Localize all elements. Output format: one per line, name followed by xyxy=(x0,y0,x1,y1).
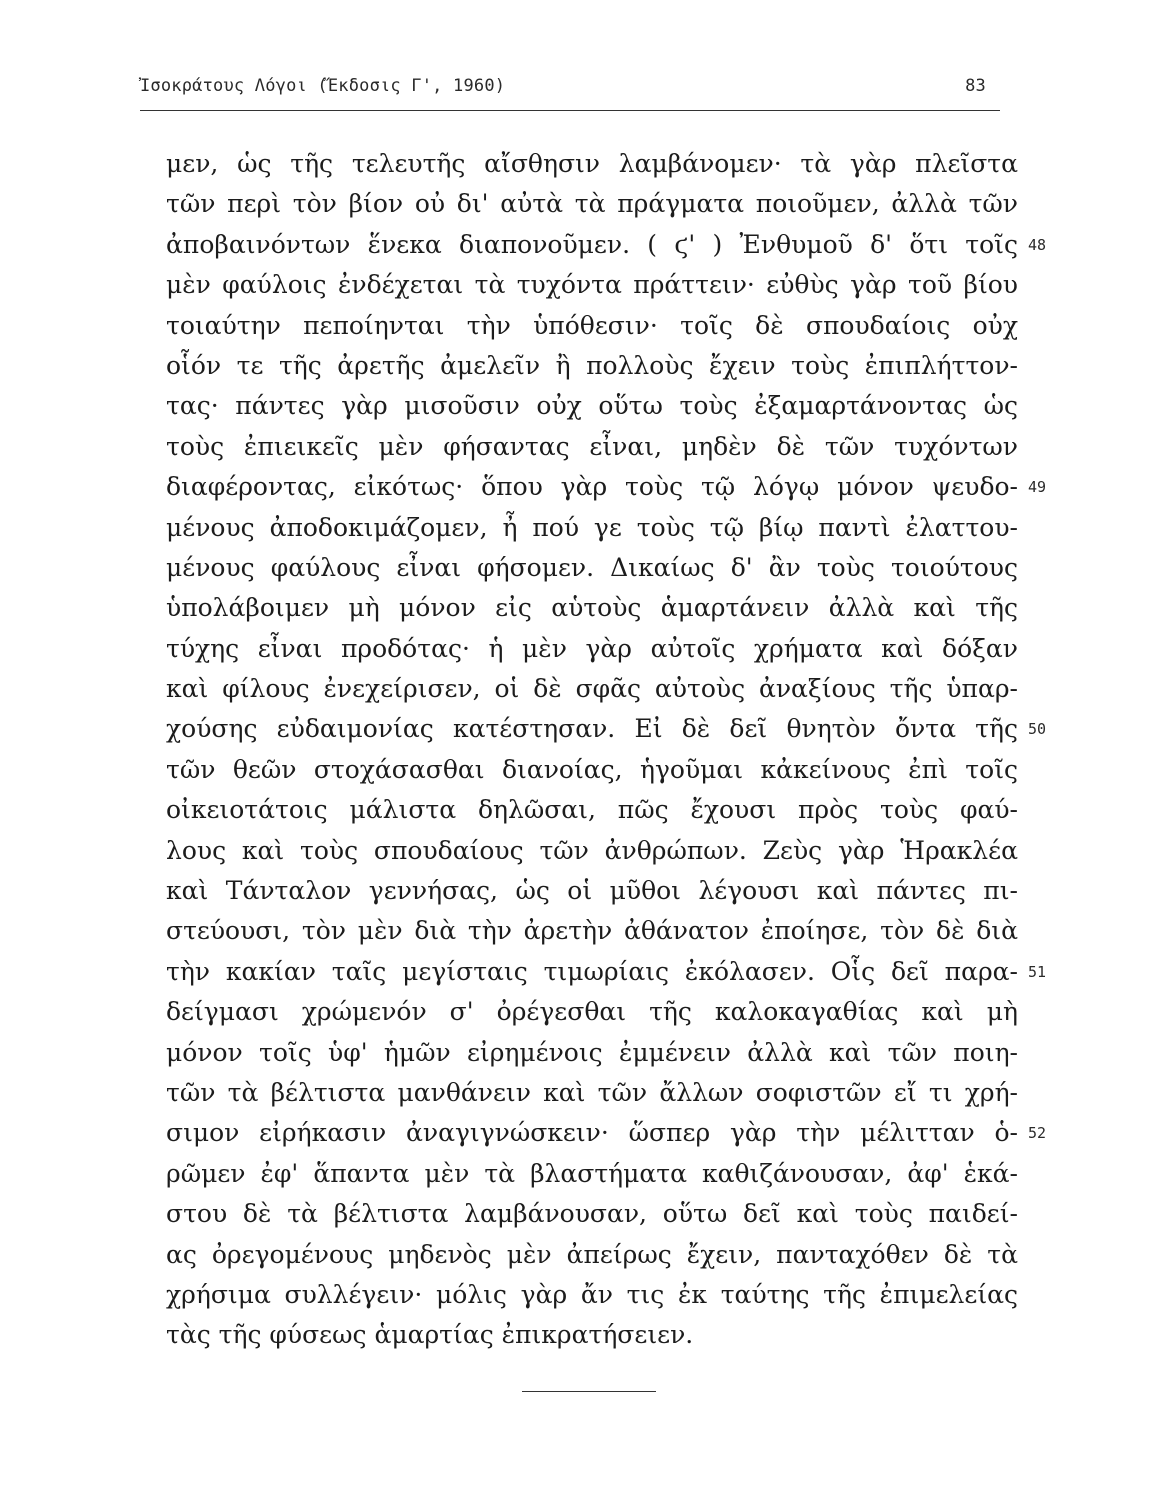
line-text: μένους φαύλους εἶναι φήσομεν. Δικαίως δ' ἂν τοὺς τοιούτους xyxy=(166,552,1018,582)
text-line xyxy=(166,386,1018,426)
line-text: σιμον εἰρήκασιν ἀναγιγνώσκειν· ὥσπερ γὰρ τὴν μέλιτταν ὁ- xyxy=(166,1118,1018,1148)
line-text: τὰς τῆς φύσεως ἁμαρτίας ἐπικρατήσειεν. xyxy=(166,1320,694,1350)
line-text: στεύουσι, τὸν μὲν διὰ τὴν ἀρετὴν ἀθάνατον ἐποίησε, τὸν δὲ διὰ xyxy=(166,916,1018,946)
header-rule xyxy=(140,110,1000,111)
text-line xyxy=(166,508,1018,548)
line-text: τὴν κακίαν ταῖς μεγίσταις τιμωρίαις ἐκόλασεν. Οἷς δεῖ παρα- xyxy=(166,956,1018,986)
line-text: μόνον τοῖς ὑφ' ἡμῶν εἰρημένοις ἐμμένειν ἀλλὰ καὶ τῶν ποιη- xyxy=(166,1037,1018,1067)
section-number: 49 xyxy=(1028,478,1047,497)
line-text: τοὺς ἐπιεικεῖς μὲν φήσαντας εἶναι, μηδὲν δὲ τῶν τυχόντων xyxy=(166,431,1018,461)
text-line xyxy=(166,911,1018,951)
text-line xyxy=(166,1113,1047,1153)
line-text: ἀποβαινόντων ἕνεκα διαπονοῦμεν. ( ϛ' ) Ἐνθυμοῦ δ' ὅτι τοῖς xyxy=(166,229,1018,259)
line-text: τας· πάντες γὰρ μισοῦσιν οὐχ οὕτω τοὺς ἐξαμαρτάνοντας ὡς xyxy=(166,391,1018,421)
text-line xyxy=(166,427,1018,467)
text-line xyxy=(166,346,1018,386)
line-text: οἰκειοτάτοις μάλιστα δηλῶσαι, πῶς ἔχουσι πρὸς τοὺς φαύ- xyxy=(166,795,1018,825)
line-text: λους καὶ τοὺς σπουδαίους τῶν ἀνθρώπων. Ζεὺς γὰρ Ἡρακλέα xyxy=(166,835,1018,865)
text-line xyxy=(166,144,1018,184)
section-number: 51 xyxy=(1028,962,1047,981)
page-number: 83 xyxy=(965,76,986,96)
line-text: διαφέροντας, εἰκότως· ὅπου γὰρ τοὺς τῷ λόγῳ μόνον ψευδο- xyxy=(166,472,1018,502)
line-text: μεν, ὡς τῆς τελευτῆς αἴσθησιν λαμβάνομεν· τὰ γὰρ πλεῖστα xyxy=(166,149,1018,178)
line-text: μένους ἀποδοκιμάζομεν, ἦ πού γε τοὺς τῷ βίῳ παντὶ ἐλαττου- xyxy=(166,512,1018,542)
text-line xyxy=(166,1315,1018,1355)
text-line xyxy=(166,1073,1018,1113)
section-number: 50 xyxy=(1028,720,1047,739)
text-line xyxy=(166,588,1018,628)
text-line xyxy=(166,1154,1018,1194)
text-line xyxy=(166,1194,1018,1234)
line-text: τῶν θεῶν στοχάσασθαι διανοίας, ἡγοῦμαι κἀκείνους ἐπὶ τοῖς xyxy=(166,754,1018,784)
line-text: οἷόν τε τῆς ἀρετῆς ἀμελεῖν ἢ πολλοὺς ἔχειν τοὺς ἐπιπλήττον- xyxy=(166,350,1018,380)
text-line xyxy=(166,952,1047,992)
body-text xyxy=(166,144,1047,1356)
section-number: 48 xyxy=(1028,235,1047,254)
line-text: καὶ Τάνταλον γεννήσας, ὡς οἱ μῦθοι λέγουσι καὶ πάντες πι- xyxy=(166,876,1018,906)
text-line xyxy=(166,306,1018,346)
text-line xyxy=(166,790,1018,830)
running-title: Ἰσοκράτους Λόγοι (Ἔκδοσις Γ', 1960) xyxy=(140,76,506,96)
text-line xyxy=(166,709,1047,749)
line-text: στου δὲ τὰ βέλτιστα λαμβάνουσαν, οὕτω δεῖ καὶ τοὺς παιδεί- xyxy=(166,1199,1018,1229)
end-rule xyxy=(522,1391,656,1392)
text-line xyxy=(166,1235,1018,1275)
text-line xyxy=(166,184,1018,224)
running-head xyxy=(140,76,1000,100)
text-line xyxy=(166,225,1047,265)
line-text: τῶν περὶ τὸν βίον οὐ δι' αὐτὰ τὰ πράγματα ποιοῦμεν, ἀλλὰ τῶν xyxy=(166,189,1018,219)
text-line xyxy=(166,467,1047,507)
line-text: χούσης εὐδαιμονίας κατέστησαν. Εἰ δὲ δεῖ θνητὸν ὄντα τῆς xyxy=(166,714,1018,744)
line-text: μὲν φαύλοις ἐνδέχεται τὰ τυχόντα πράττειν· εὐθὺς γὰρ τοῦ βίου xyxy=(166,270,1018,300)
line-text: ας ὀρεγομένους μηδενὸς μὲν ἀπείρως ἔχειν, πανταχόθεν δὲ τὰ xyxy=(166,1239,1018,1269)
line-text: δείγμασι χρώμενόν σ' ὀρέγεσθαι τῆς καλοκαγαθίας καὶ μὴ xyxy=(166,997,1018,1027)
text-line xyxy=(166,1275,1018,1315)
text-line xyxy=(166,669,1018,709)
text-line xyxy=(166,871,1018,911)
line-text: τοιαύτην πεποίηνται τὴν ὑπόθεσιν· τοῖς δὲ σπουδαίοις οὐχ xyxy=(166,310,1018,340)
text-line xyxy=(166,265,1018,305)
line-text: ρῶμεν ἐφ' ἅπαντα μὲν τὰ βλαστήματα καθιζάνουσαν, ἀφ' ἑκά- xyxy=(166,1158,1018,1188)
line-text: ὑπολάβοιμεν μὴ μόνον εἰς αὑτοὺς ἁμαρτάνειν ἀλλὰ καὶ τῆς xyxy=(166,593,1018,623)
line-text: χρήσιμα συλλέγειν· μόλις γὰρ ἄν τις ἐκ ταύτης τῆς ἐπιμελείας xyxy=(166,1279,1018,1309)
text-line xyxy=(166,750,1018,790)
text-line xyxy=(166,548,1018,588)
text-line xyxy=(166,1033,1018,1073)
text-line xyxy=(166,629,1018,669)
text-line xyxy=(166,831,1018,871)
line-text: τύχης εἶναι προδότας· ἡ μὲν γὰρ αὐτοῖς χρήματα καὶ δόξαν xyxy=(166,633,1018,663)
line-text: καὶ φίλους ἐνεχείρισεν, οἱ δὲ σφᾶς αὐτοὺς ἀναξίους τῆς ὑπαρ- xyxy=(166,674,1018,704)
line-text: τῶν τὰ βέλτιστα μανθάνειν καὶ τῶν ἄλλων σοφιστῶν εἴ τι χρή- xyxy=(166,1077,1018,1107)
text-line xyxy=(166,992,1018,1032)
section-number: 52 xyxy=(1028,1124,1047,1143)
